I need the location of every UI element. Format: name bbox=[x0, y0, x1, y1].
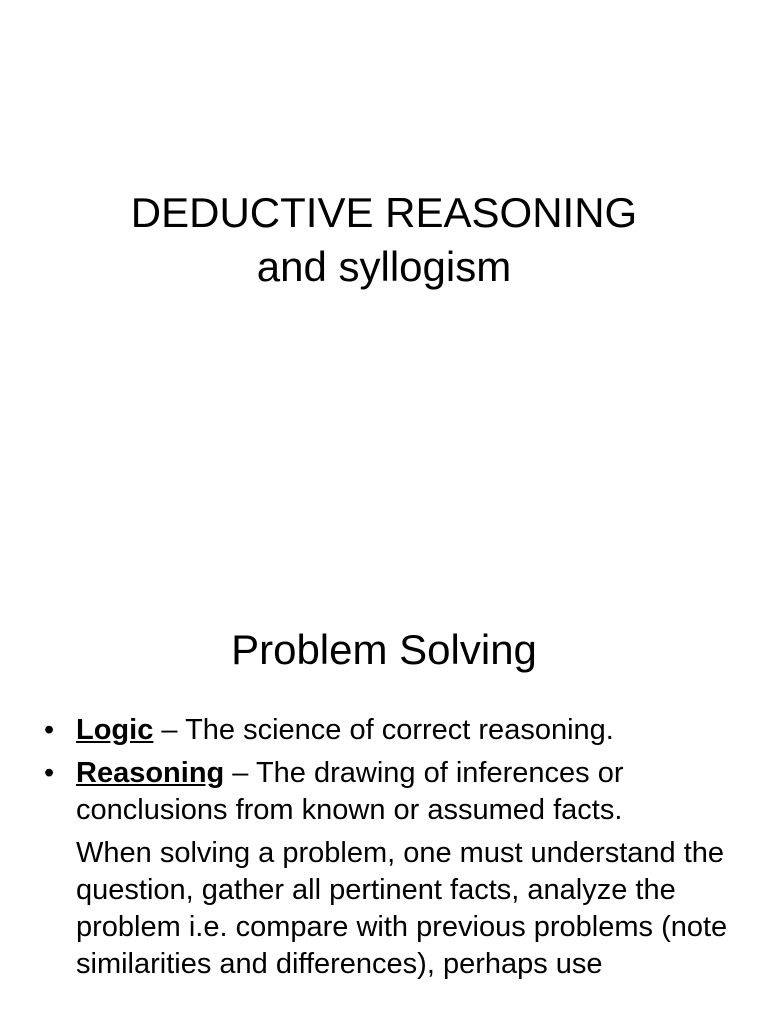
bullet-item-logic bbox=[40, 712, 740, 749]
slide-heading: Problem Solving bbox=[231, 626, 537, 673]
bullet-term: Logic bbox=[76, 714, 154, 746]
bullet-icon: • bbox=[44, 714, 55, 746]
content-slide bbox=[0, 576, 768, 1024]
bullet-item-reasoning bbox=[40, 755, 740, 829]
bullet-text: – The science of correct reasoning. bbox=[153, 714, 614, 746]
bullet-list bbox=[40, 712, 740, 983]
slide-title bbox=[0, 186, 768, 294]
title-line-1: DEDUCTIVE REASONING bbox=[130, 189, 638, 236]
bullet-icon: • bbox=[44, 757, 55, 789]
body-paragraph: When solving a problem, one must understand the question, gather all pertinent facts, analyze the problem i.e. compare with previous problems (note similarities and differences), perhaps use bbox=[76, 837, 728, 980]
bullet-text: – The drawing of inferences or conclusions from known or assumed facts. bbox=[76, 757, 624, 826]
bullet-term: Reasoning bbox=[76, 757, 225, 789]
title-line-2: and syllogism bbox=[256, 243, 512, 290]
